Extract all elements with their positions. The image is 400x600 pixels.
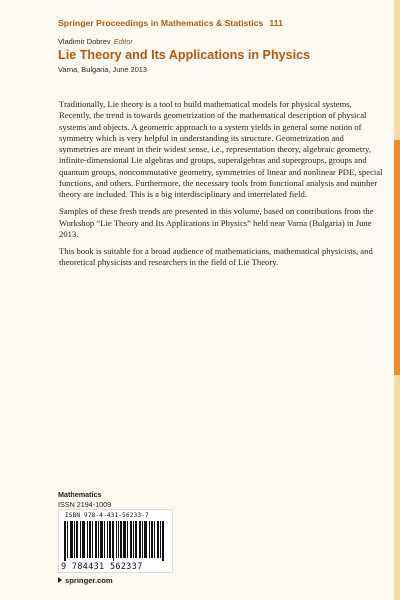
barcode-bar (80, 521, 81, 558)
barcode-bar (109, 521, 110, 558)
barcode-bar (127, 521, 128, 558)
blurb-paragraph-1: Traditionally, Lie theory is a tool to build mathematical models for physical systems. Recently, the trend is towards geometrization of the mathematical description of physical systems and objects. A geometric approach to a system yields in general some notion of symmetry which is very helpful in understanding its structure. Geometrization and symmetries are meant in their widest sense, i.e., representation theory, algebraic geometry, infinite-dimensional Lie algebras and groups, superalgebras and supergroups, groups and quantum groups, noncommutative geometry, symmetries of linear and nonlinear PDE, special functions, and others. Furthermore, the necessary tools from functional analysis and number theory are included. This is a big interdisciplinary and interrelated field. (59, 99, 383, 200)
barcode-bar (100, 521, 101, 558)
barcode-bar (87, 521, 88, 558)
editor-name: Vladimir Dobrev (58, 37, 111, 46)
editor-line (58, 37, 380, 46)
barcode-bar (76, 521, 77, 558)
barcode-bar (89, 521, 90, 558)
barcode-bar (113, 521, 114, 561)
barcode-bar (110, 521, 111, 558)
series-name: Springer Proceedings in Mathematics & Statistics (58, 18, 264, 28)
cover-header (58, 18, 380, 74)
blurb-paragraph-3: This book is suitable for a broad audience of mathematicians, mathematical physicists, and theoretical physicists and researchers in the field of Lie Theory. (59, 246, 373, 268)
barcode-bar (107, 521, 108, 558)
barcode-bar (121, 521, 122, 558)
barcode-bar (130, 521, 131, 558)
barcode-bar (152, 521, 153, 558)
barcode-bar (82, 521, 83, 558)
barcode-bar (92, 521, 93, 558)
barcode-bars (64, 521, 167, 561)
barcode-bar (157, 521, 158, 558)
blurb-paragraph-2: Samples of these fresh trends are presented in this volume, based on contributions from the Workshop “Lie Theory and Its Applications in Physics” held near Varna (Bulgaria) in June 2013. (59, 206, 374, 240)
barcode-bar (74, 521, 75, 558)
barcode-bar (151, 521, 152, 558)
barcode-bar (118, 521, 119, 558)
barcode-bar (112, 521, 113, 558)
website-link[interactable] (58, 576, 113, 585)
barcode-bar (140, 521, 141, 558)
editor-role: Editor (113, 37, 133, 46)
barcode-bar (142, 521, 143, 558)
barcode-bar (163, 521, 164, 561)
barcode-bar (120, 521, 121, 558)
barcode-bar (149, 521, 150, 558)
barcode-bar (139, 521, 140, 558)
barcode-bar (160, 521, 161, 558)
barcode-bar (135, 521, 136, 558)
issn-label: ISSN 2194-1009 (58, 500, 112, 509)
barcode-digits: 9 784431 562337 (61, 561, 143, 571)
barcode-bar (133, 521, 134, 558)
barcode-bar (96, 521, 97, 558)
barcode-bar (83, 521, 84, 558)
barcode-bar (71, 521, 72, 558)
barcode-bar (95, 521, 96, 558)
meta-info (58, 490, 111, 510)
barcode (58, 509, 173, 573)
barcode-bar (116, 521, 117, 558)
barcode-bar (136, 521, 137, 558)
series-volume: 111 (269, 18, 283, 28)
barcode-bar (70, 521, 71, 558)
barcode-bar (72, 521, 73, 558)
website-label: springer.com (65, 576, 113, 585)
subject-label: Mathematics (58, 490, 102, 499)
barcode-bar (154, 521, 155, 558)
blurb (59, 99, 384, 275)
barcode-bar (146, 521, 147, 558)
barcode-bar (125, 521, 126, 558)
barcode-bar (162, 521, 163, 561)
isbn-label: ISBN 978-4-431-56233-7 (65, 512, 149, 519)
barcode-bar (131, 521, 132, 558)
arrow-right-icon (58, 577, 62, 583)
series-line (58, 18, 380, 28)
barcode-bar (67, 521, 68, 558)
barcode-bar (102, 521, 103, 558)
barcode-bar (104, 521, 105, 558)
barcode-bar (98, 521, 99, 558)
barcode-bar (65, 521, 66, 561)
barcode-bar (101, 521, 102, 558)
side-color-strip-accent (394, 140, 400, 375)
barcode-bar (124, 521, 125, 558)
barcode-bar (84, 521, 85, 558)
barcode-bar (64, 521, 65, 561)
book-venue: Varna, Bulgaria, June 2013 (58, 65, 148, 74)
barcode-bar (144, 521, 145, 558)
barcode-bar (145, 521, 146, 558)
barcode-bar (77, 521, 78, 558)
book-title: Lie Theory and Its Applications in Physics (58, 48, 311, 62)
barcode-bar (158, 521, 159, 558)
barcode-bar (123, 521, 124, 558)
barcode-bar (90, 521, 91, 558)
